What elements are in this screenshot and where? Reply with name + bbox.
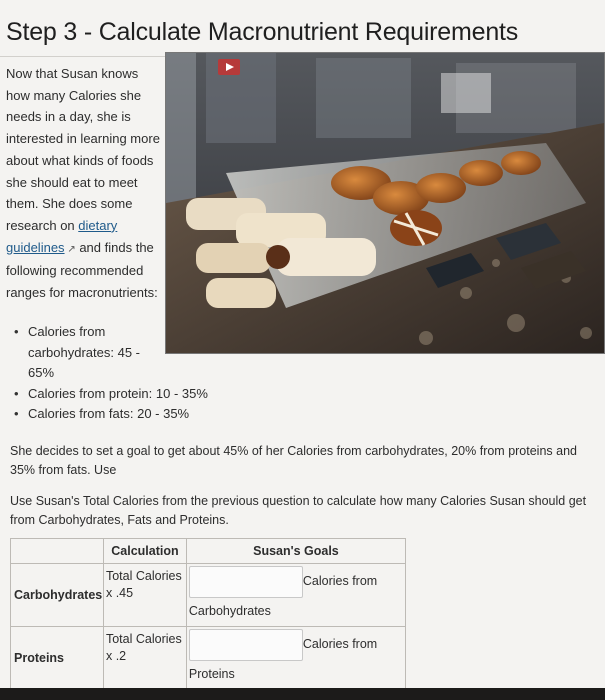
table-row: [11, 627, 406, 690]
range-carbohydrates: • Calories from carbohydrates: 45 - 65%: [10, 322, 158, 384]
calc-line-factor: x .45: [105, 586, 134, 600]
calc-proteins: [103, 627, 186, 690]
intro-text-before-link: Now that Susan knows how many Calories she needs in a day, she is interested in learning more about what kinds of foods she should eat to meet them. She does some research on: [6, 66, 160, 233]
goal-carbohydrates: [186, 564, 405, 627]
macronutrient-goals-table: [10, 538, 406, 690]
intro-text-after-link: and finds the following recommended ranges for macronutrients:: [6, 239, 158, 301]
header-blank: [11, 539, 104, 564]
row-label-carbohydrates: Carbohydrates: [11, 564, 104, 627]
range-protein: • Calories from protein: 10 - 35%: [10, 384, 208, 405]
dietary-guidelines-link[interactable]: dietary guidelines: [6, 217, 118, 255]
macronutrient-ranges-list: [10, 322, 208, 425]
proteins-answer-input[interactable]: [189, 629, 303, 661]
calc-line-total: Total Calories: [105, 632, 182, 646]
table-row: [11, 564, 406, 627]
row-label-proteins: Proteins: [11, 627, 104, 690]
header-susans-goals: Susan's Goals: [186, 539, 405, 564]
page-title: Step 3 - Calculate Macronutrient Requirements: [6, 18, 519, 46]
goal-paragraph: She decides to set a goal to get about 45% of her Calories from carbohydrates, 20% from proteins and 35% from fats. Use: [10, 444, 577, 477]
goal-prefix-text: Calories from: [302, 574, 378, 588]
instruction-paragraph: Use Susan's Total Calories from the previous question to calculate how many Calories Susan should get from Carbohydrates, Fats and Proteins.: [10, 494, 587, 527]
header-calculation: Calculation: [103, 539, 186, 564]
calc-line-total: Total Calories: [105, 569, 182, 583]
calc-line-factor: x .2: [105, 649, 127, 663]
intro-paragraph: [6, 63, 164, 304]
bakery-pastry-photo: [165, 52, 605, 354]
external-link-icon: ↗: [64, 243, 76, 255]
goal-suffix-text: Carbohydrates: [188, 604, 271, 618]
calc-carbohydrates: [103, 564, 186, 627]
goal-suffix-text: Proteins: [188, 667, 235, 681]
range-fats: • Calories from fats: 20 - 35%: [10, 404, 208, 425]
screen-bottom-edge: [0, 688, 605, 700]
carbohydrates-answer-input[interactable]: [189, 566, 303, 598]
goal-proteins: [186, 627, 405, 690]
goal-prefix-text: Calories from: [302, 637, 378, 651]
table-header-row: [11, 539, 406, 564]
